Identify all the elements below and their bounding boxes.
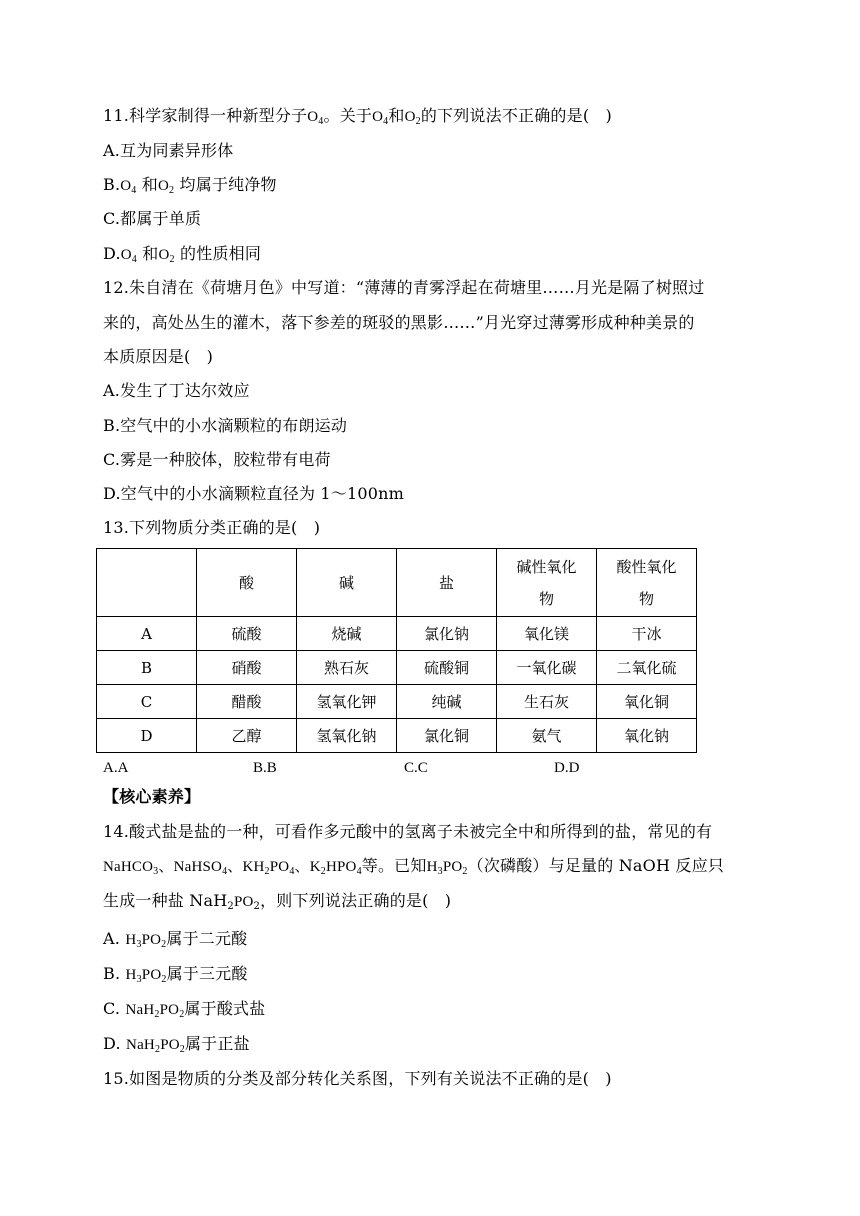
header-text: 物 [638,589,654,608]
table-cell: 硫酸 [197,617,297,651]
table-cell: 氨气 [497,719,597,753]
option-text: 属于三元酸 [166,964,248,983]
table-cell: 乙醇 [197,719,297,753]
formula-subscript: 2 [227,901,234,912]
formula-symbol: PO [160,1037,180,1053]
formula-subscript: 2 [161,939,167,950]
q12-option-a: A.发生了丁达尔效应 [103,381,250,400]
formula-h3po2 [126,967,167,983]
table-cell: 氧化钠 [597,719,697,753]
formula-symbol: 、NaHSO [158,859,223,875]
formula-subscript: 4 [131,254,137,265]
q14-stem-text: 生成一种盐 NaH [103,891,228,910]
option-letter: D. [103,244,121,263]
table-cell: 生石灰 [497,685,597,719]
formula-o4 [307,109,323,125]
table-cell: A [97,617,197,651]
q12-option-b: B.空气中的小水滴颗粒的布朗运动 [103,416,348,435]
formula-subscript: 4 [131,185,137,196]
table-header-row [97,549,697,617]
formula-subscript: 2 [169,254,175,265]
q11-stem-text: 的下列说法不正确的是( ) [420,106,612,125]
q11-option-c: C.都属于单质 [103,209,202,228]
formula-subscript: 2 [161,974,167,985]
table-cell: D [97,719,197,753]
table-cell: 硝酸 [197,651,297,685]
formula-subscript: 2 [179,1044,185,1055]
table-header-cell: 酸 [197,549,297,617]
formula-subscript: 2 [264,866,270,877]
formula-nahso4 [158,859,227,875]
q12-option-c: C.雾是一种胶体，胶粒带有电荷 [103,450,331,469]
formula-subscript: 2 [179,1009,185,1020]
header-text: 酸性氧化 [616,557,677,576]
formula-subscript: 4 [318,116,324,127]
option-letter: C. [103,999,121,1018]
formula-symbol: PO [159,1002,180,1018]
formula-kh2po4 [227,859,294,875]
formula-o2 [405,109,421,125]
q14-stem-line-2 [103,856,724,877]
table-header-cell [97,549,197,617]
table-cell: 一氧化碳 [497,651,597,685]
formula-symbol: PO [141,967,162,983]
formula-o2 [159,247,175,263]
formula-nah2po2 [125,1002,184,1018]
option-letter: A. [103,929,121,948]
table-cell: 氯化钠 [397,617,497,651]
formula-symbol: O [120,247,132,263]
table-cell: B [97,651,197,685]
q11-stem [103,106,612,127]
q14-option-b [103,964,248,985]
q11-option-d [103,244,261,265]
table-row [97,651,697,685]
formula-subscript: 4 [383,116,389,127]
q14-option-d [103,1034,250,1055]
formula-symbol: 、K [294,859,321,875]
formula-symbol: H [125,932,137,948]
q13-option-a: A.A [103,760,129,776]
option-letter: D. [103,1034,121,1053]
table-cell: 纯碱 [397,685,497,719]
q14-option-a [103,929,247,950]
formula-symbol: O [307,109,319,125]
q11-option-b [103,175,277,196]
formula-subscript: 2 [415,116,421,127]
classification-table [96,548,697,753]
formula-o4 [121,247,137,263]
table-cell: C [97,685,197,719]
table-row [97,617,697,651]
q14-stem-text: （次磷酸）与足量的 NaOH 反应只 [467,856,725,875]
table-cell: 氯化铜 [397,719,497,753]
table-cell: 氢氧化钾 [297,685,397,719]
formula-symbol: NaH [126,1037,155,1053]
formula-subscript: 4 [289,866,295,877]
q12-stem-line-2: 来的，高处丛生的灌木，落下参差的斑驳的黑影……”月光穿过薄雾形成种种美景的 [103,313,695,332]
formula-symbol: HPO [325,859,357,875]
q11-stem-text: 。关于 [323,106,373,125]
formula-o2 [158,178,174,194]
table-cell: 硫酸铜 [397,651,497,685]
q14-stem-text: ，则下列说法正确的是( ) [260,891,452,910]
formula-symbol: O [404,109,416,125]
table-row [97,685,697,719]
formula-nahco3 [103,859,158,875]
q11-stem-text: 11.科学家制得一种新型分子 [103,106,308,125]
formula-h3po2 [125,932,166,948]
option-text: 和 [141,175,158,194]
q14-stem-text: 等。已知 [361,856,427,875]
formula-o4 [120,178,136,194]
formula-symbol: O [372,109,384,125]
formula-subscript: 2 [253,901,261,912]
formula-subscript: 2 [462,866,468,877]
q11-stem-text: 和 [388,106,405,125]
q13-option-d: D.D [554,760,580,776]
q13-stem: 13.下列物质分类正确的是( ) [103,518,321,537]
formula-symbol: O [120,178,132,194]
option-text: 均属于纯净物 [179,175,277,194]
q13-option-b: B.B [253,760,277,776]
table-cell: 氢氧化钠 [297,719,397,753]
formula-symbol: NaH [125,1002,155,1018]
table-cell: 氧化镁 [497,617,597,651]
header-text: 物 [538,589,554,608]
option-text: 属于正盐 [184,1034,250,1053]
formula-subscript: 3 [136,939,142,950]
table-row [97,719,697,753]
table-cell: 熟石灰 [297,651,397,685]
q14-stem-line-3 [103,891,451,912]
formula-k2hpo4 [295,859,362,875]
formula-subscript: 3 [136,974,142,985]
q14-option-c [103,999,265,1020]
table-cell: 烧碱 [297,617,397,651]
table-cell: 二氧化硫 [597,651,697,685]
formula-symbol: O [158,247,170,263]
formula-subscript: 2 [169,185,175,196]
q12-option-d: D.空气中的小水滴颗粒直径为 1～100nm [103,484,405,503]
formula-subscript: 2 [154,1044,161,1055]
formula-symbol: NaHCO [103,859,154,875]
formula-symbol: PO [269,859,290,875]
option-text: 的性质相同 [180,244,262,263]
formula-o4 [372,109,388,125]
table-cell: 干冰 [597,617,697,651]
option-text: 和 [142,244,159,263]
formula-h3po2 [427,859,468,875]
formula-subscript: 3 [437,866,443,877]
header-text: 碱性氧化 [516,557,577,576]
q14-stem-line-1: 14.酸式盐是盐的一种，可看作多元酸中的氢离子未被完全中和所得到的盐，常见的有 [103,822,713,841]
formula-symbol: 、KH [227,859,265,875]
formula-nah2po2 [126,1037,185,1053]
table-cell: 醋酸 [197,685,297,719]
q11-option-a: A.互为同素异形体 [103,141,234,160]
formula-subscript: 2 [154,1009,160,1020]
formula-symbol: PO [442,859,463,875]
option-letter: B. [103,175,121,194]
formula-symbol: O [158,178,170,194]
formula-symbol: PO [141,932,162,948]
option-text: 属于酸式盐 [184,999,266,1018]
q15-stem: 15.如图是物质的分类及部分转化关系图，下列有关说法不正确的是( ) [103,1069,612,1088]
formula-symbol: PO [233,894,254,910]
q12-stem-line-3: 本质原因是( ) [103,347,214,366]
formula-symbol: H [125,967,137,983]
table-cell: 氧化铜 [597,685,697,719]
table-header-cell [497,549,597,617]
section-heading: 【核心素养】 [103,787,201,806]
table-header-cell [597,549,697,617]
option-text: 属于二元酸 [166,929,248,948]
formula-subscript: 3 [153,866,159,877]
formula-subscript: 2 [320,866,326,877]
formula-subscript: 4 [222,866,228,877]
formula-subscript: 4 [356,866,362,877]
table-header-cell: 盐 [397,549,497,617]
table-header-cell: 碱 [297,549,397,617]
formula-symbol: H [426,859,438,875]
q12-stem-line-1: 12.朱自清在《荷塘月色》中写道：“薄薄的青雾浮起在荷塘里……月光是隔了树照过 [103,278,705,297]
option-letter: B. [103,964,121,983]
q13-option-c: C.C [404,760,428,776]
